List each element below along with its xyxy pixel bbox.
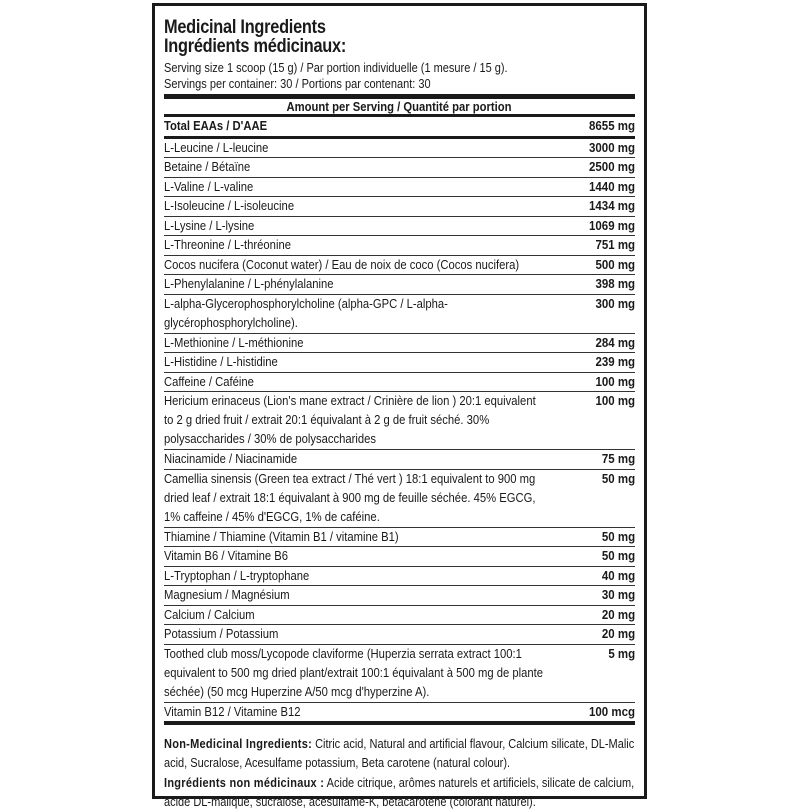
table-row	[164, 450, 635, 470]
ingredient-amount: 20 mg	[601, 607, 635, 622]
label-content	[164, 6, 635, 812]
ingredient-amount: 50 mg	[601, 549, 635, 563]
servings-per-container: Servings per container: 30 / Portions par contenant: 30	[164, 77, 431, 91]
ingredient-name: Betaine / Bétaïne	[164, 160, 251, 174]
ingredient-name: L-Histidine / L-histidine	[164, 355, 278, 369]
ingredient-name: L-Isoleucine / L-isoleucine	[164, 199, 295, 213]
ingredient-name: Cocos nucifera (Coconut water) / Eau de noix de coco (Cocos nucifera)	[164, 257, 520, 272]
ingredient-amount: 2500 mg	[588, 160, 635, 174]
ingredient-name: Potassium / Potassium	[164, 627, 279, 641]
table-row	[164, 256, 635, 276]
ingredient-name: L-Phenylalanine / L-phénylalanine	[164, 277, 334, 291]
ingredient-amount: 239 mg	[595, 355, 635, 369]
non-medicinal-french	[164, 774, 637, 812]
table-row	[164, 197, 635, 217]
table-row	[164, 334, 635, 354]
table-row	[164, 528, 635, 548]
table-row	[164, 625, 635, 645]
ingredient-amount: 3000 mg	[588, 140, 635, 155]
table-row	[164, 236, 635, 256]
ingredient-amount: 50 mg	[601, 471, 635, 486]
ingredient-name: L-Valine / L-valine	[164, 179, 254, 194]
ingredient-amount: 300 mg	[595, 296, 635, 311]
title-french: Ingrédients médicinaux:	[164, 36, 347, 57]
heading-text: Amount per Serving / Quantité par portion	[286, 100, 512, 114]
ingredient-name: Magnesium / Magnésium	[164, 588, 290, 602]
table-row	[164, 567, 635, 587]
title-english: Medicinal Ingredients	[164, 17, 326, 38]
ingredient-amount: 398 mg	[595, 277, 635, 291]
ingredient-amount: 30 mg	[601, 588, 635, 602]
ingredient-amount: 1434 mg	[588, 199, 635, 213]
ingredient-name: Total EAAs / D'AAE	[164, 119, 268, 133]
table-row	[164, 703, 635, 726]
amount-per-serving-heading	[164, 99, 635, 114]
table-row	[164, 178, 635, 198]
non-medicinal-ingredients	[164, 735, 637, 812]
table-row	[164, 547, 635, 567]
table-row	[164, 353, 635, 373]
ingredient-amount: 100 mcg	[588, 704, 635, 719]
table-row	[164, 295, 635, 334]
ingredient-amount: 1440 mg	[588, 179, 635, 194]
table-row-total	[164, 117, 635, 139]
ingredient-amount: 100 mg	[595, 374, 635, 389]
table-row	[164, 470, 635, 528]
non-medicinal-text-en: Citric acid, Natural and artificial flavour, Calcium silicate, DL-Malic acid, Sucralose, Acesulfame potassium, Beta carotene (natural colour).	[164, 737, 635, 770]
serving-size: Serving size 1 scoop (15 g) / Par portion individuelle (1 mesure / 15 g).	[164, 61, 508, 75]
ingredient-name: Camellia sinensis (Green tea extract / Thé vert ) 18:1 equivalent to 900 mg dried leaf / extrait 18:1 équivalant à 900 mg de feuille séchée. 45% EGCG, 1% caffeine / 45% d'EGCG, 1% de caféine.	[164, 471, 536, 524]
ingredient-amount: 50 mg	[601, 529, 635, 544]
ingredient-list	[164, 139, 635, 726]
ingredient-name: Thiamine / Thiamine (Vitamin B1 / vitamine B1)	[164, 529, 399, 544]
ingredient-name: Toothed club moss/Lycopode claviforme (Huperzia serrata extract 100:1 equivalent to 500 mg dried plant/extrait 100:1 équivalant à 500 mg de plante séchée) (50 mcg Huperzine A/50 mcg d'hyperzine A).	[164, 646, 544, 699]
ingredient-name: Niacinamide / Niacinamide	[164, 452, 298, 466]
ingredient-amount: 751 mg	[595, 238, 635, 252]
ingredient-name: L-Methionine / L-méthionine	[164, 335, 304, 350]
ingredient-name: Hericium erinaceus (Lion's mane extract / Crinière de lion ) 20:1 equivalent to 2 g dried fruit / extrait 20:1 équivalant à 2 g de fruit séché. 30% polysaccharides / 30% de polysaccharides	[164, 394, 536, 446]
ingredient-amount: 1069 mg	[588, 218, 635, 233]
table-row	[164, 392, 635, 450]
table-row	[164, 645, 635, 703]
ingredient-name: L-Tryptophan / L-tryptophane	[164, 568, 310, 583]
non-medicinal-label-en: Non-Medicinal Ingredients:	[164, 737, 313, 751]
ingredient-amount: 100 mg	[595, 394, 635, 408]
ingredient-amount: 500 mg	[595, 257, 635, 272]
table-row	[164, 275, 635, 295]
table-row	[164, 217, 635, 237]
ingredient-name: L-Threonine / L-thréonine	[164, 238, 291, 252]
ingredient-name: Calcium / Calcium	[164, 607, 255, 622]
table-row	[164, 139, 635, 159]
ingredient-amount: 284 mg	[595, 335, 635, 350]
ingredient-name: L-Lysine / L-lysine	[164, 218, 255, 233]
ingredient-amount: 75 mg	[601, 452, 635, 466]
non-medicinal-text-fr: Acide citrique, arômes naturels et artificiels, silicate de calcium, acide DL-malique, sucralose, acésulfame-K, bêtacarotène (colorant naturel).	[164, 776, 635, 809]
ingredient-name: L-Leucine / L-leucine	[164, 140, 269, 155]
table-row	[164, 586, 635, 606]
table-row	[164, 158, 635, 178]
ingredient-name: Caffeine / Caféine	[164, 374, 254, 389]
table-row	[164, 606, 635, 626]
ingredient-amount: 5 mg	[608, 646, 635, 661]
non-medicinal-english	[164, 735, 637, 773]
ingredient-amount: 8655 mg	[588, 119, 635, 133]
ingredient-amount: 20 mg	[601, 627, 635, 641]
ingredient-name: Vitamin B6 / Vitamine B6	[164, 549, 289, 563]
table-row	[164, 373, 635, 393]
ingredient-amount: 40 mg	[601, 568, 635, 583]
ingredient-name: Vitamin B12 / Vitamine B12	[164, 704, 301, 719]
supplement-facts-label	[152, 3, 647, 809]
non-medicinal-label-fr: Ingrédients non médicinaux :	[164, 776, 325, 790]
ingredient-name: L-alpha-Glycerophosphorylcholine (alpha-GPC / L-alpha-glycérophosphorylcholine).	[164, 296, 448, 330]
